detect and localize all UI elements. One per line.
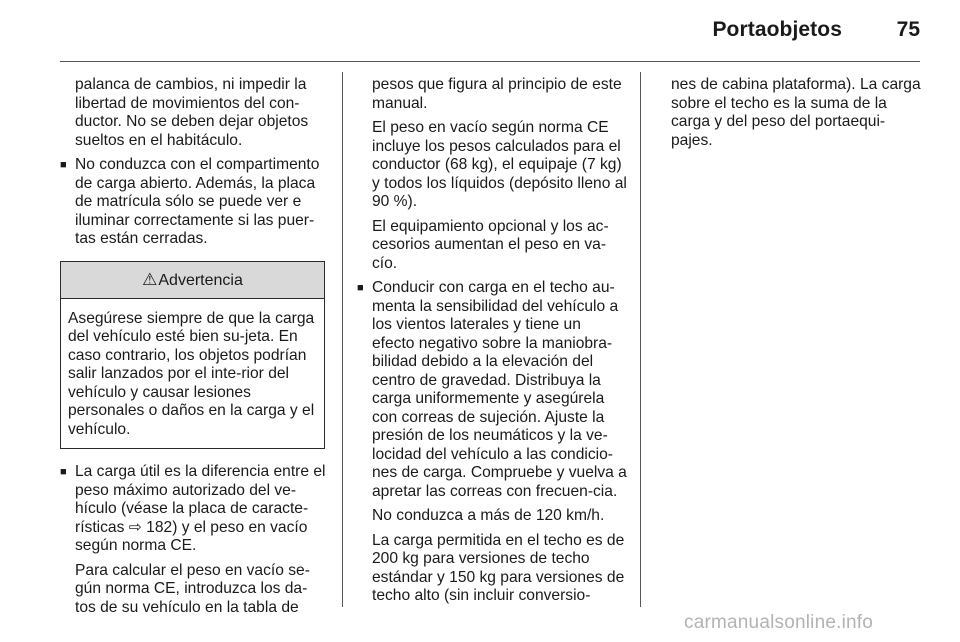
bullet-item: [60, 463, 328, 556]
page-reference-link[interactable]: 182: [146, 518, 173, 536]
column-left: [60, 76, 328, 623]
paragraph: [357, 218, 627, 274]
continuation-paragraph: [60, 76, 328, 150]
square-bullet-icon: ■: [357, 282, 364, 294]
paragraph-text: pesos que figura al principio de este manual.: [372, 76, 622, 112]
warning-box: [60, 261, 325, 450]
bullet-item: [357, 279, 627, 501]
bullet-text: No conduzca con el compartimento de carga abierto. Además, la placa de matrícula sólo se puede ver e iluminar correctamente si las puer-tas están cerradas.: [75, 156, 320, 247]
warning-header: [61, 262, 324, 299]
page-number: 75: [896, 18, 920, 41]
square-bullet-icon: ■: [60, 466, 67, 478]
column-middle: [357, 76, 627, 612]
bullet-item: [60, 156, 328, 249]
paragraph: [60, 562, 328, 618]
column-right: [656, 76, 922, 156]
paragraph: [357, 119, 627, 212]
square-bullet-icon: ■: [60, 159, 67, 171]
bullet-text-pre: La carga útil es la diferencia entre el peso máximo autorizado del ve-hículo (véase la placa de caracte-rísticas: [75, 463, 326, 536]
warning-title: Advertencia: [158, 271, 243, 289]
paragraph-text: No conduzca a más de 120 km/h.: [372, 507, 605, 524]
paragraph-text: La carga permitida en el techo es de 200 kg para versiones de techo estándar y 150 kg para versiones de techo alto (sin incluir conversio-: [372, 531, 625, 604]
paragraph-text: nes de cabina plataforma). La carga sobre el techo es la suma de la carga y del peso del portaequi-pajes.: [671, 76, 921, 149]
bullet-text: Conducir con carga en el techo au-menta la sensibilidad del vehículo a los vientos laterales y tiene un efecto negativo sobre la maniobra-bilidad debido a la elevación del centro de gravedad. Distribuya la carga uniformemente y asegúrela con correas de sujeción. Ajuste la presión de los neumáticos y la ve-locidad del vehículo a las condicio-nes de carga. Compruebe y vuelva a apretar las correas con frecuen-cia.: [372, 279, 627, 500]
watermark: carmanualsonline.info: [684, 612, 874, 633]
bullet-text-post: ) y el peso en vacío según norma CE.: [75, 518, 308, 554]
warning-body: Asegúrese siempre de que la carga del vehículo esté bien su-jeta. En caso contrario, los objetos podrían salir lanzados por el inte-rior del vehículo y causar lesiones personales o daños en la carga y el vehículo.: [68, 309, 315, 438]
paragraph: [357, 507, 627, 526]
warning-triangle-icon: ⚠: [142, 269, 158, 289]
paragraph: [656, 76, 922, 150]
paragraph-text: El peso en vacío según norma CE incluye los pesos calculados para el conductor (68 kg), el equipaje (7 kg) y todos los líquidos (depósito lleno al 90 %).: [372, 119, 627, 210]
paragraph: [357, 532, 627, 606]
paragraph-text: Para calcular el peso en vacío se-gún norma CE, introduzca los da-tos de su vehículo en la tabla de: [75, 561, 310, 616]
continuation-text: palanca de cambios, ni impedir la libertad de movimientos del con-ductor. No se deben dejar objetos sueltos en el habitáculo.: [75, 76, 309, 149]
header-rule: [60, 61, 920, 62]
page-title: Portaobjetos: [712, 18, 842, 41]
paragraph-text: El equipamiento opcional y los ac-cesorios aumentan el peso en va-cío.: [372, 217, 609, 272]
page-reference-arrow-icon: ⇨: [128, 518, 142, 536]
paragraph: [357, 76, 627, 113]
column-divider-2: [640, 72, 641, 607]
column-divider-1: [342, 72, 343, 607]
